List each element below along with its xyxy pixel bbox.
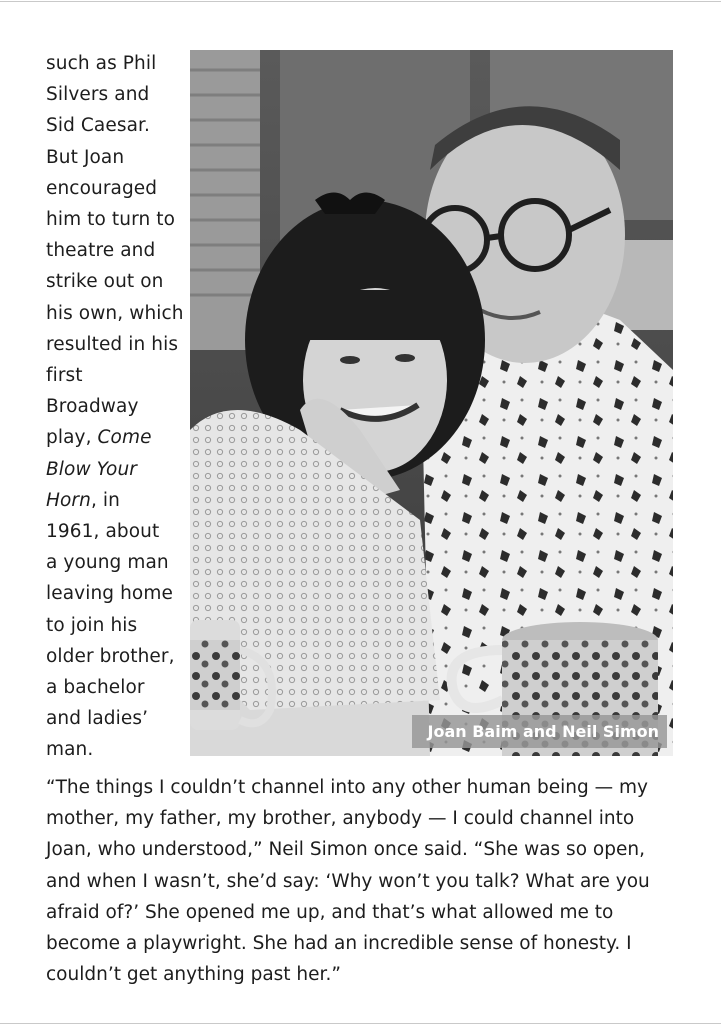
side-line: resulted in his (46, 333, 179, 355)
side-line: But Joan (46, 146, 125, 168)
photo-caption: Joan Baim and Neil Simon (412, 715, 667, 748)
quote-line: couldn’t get anything past her.” (46, 964, 341, 986)
quote-paragraph (46, 772, 686, 990)
side-line: theatre and (46, 240, 156, 262)
side-line: and ladies’ (46, 708, 149, 730)
side-line: 1961, about (46, 521, 160, 543)
play-title-italic: Blow Your (46, 458, 137, 480)
play-title-italic: Come (97, 427, 152, 449)
side-line: strike out on (46, 271, 164, 293)
play-title-italic: Horn (46, 489, 91, 511)
side-line: a bachelor (46, 677, 145, 699)
side-column-text (46, 48, 186, 766)
side-line (46, 454, 186, 485)
side-line: his own, which (46, 302, 184, 324)
quote-line: “The things I couldn’t channel into any other human being — my (46, 777, 648, 798)
side-line: man. (46, 739, 94, 761)
top-rule (0, 1, 721, 2)
side-line: Sid Caesar. (46, 115, 151, 137)
side-line: Broadway (46, 396, 139, 418)
side-line: a young man (46, 552, 169, 574)
side-line: first (46, 365, 83, 387)
side-line: older brother, (46, 645, 175, 667)
bottom-rule (0, 1023, 721, 1024)
portrait-photo (190, 50, 673, 756)
quote-line: Joan, who understood,” Neil Simon once said. “She was so open, (46, 839, 645, 861)
quote-line: become a playwright. She had an incredible sense of honesty. I (46, 933, 632, 955)
side-line: play, Come (46, 427, 152, 449)
side-line: encouraged (46, 177, 158, 199)
side-line: such as Phil (46, 53, 157, 74)
photo-illustration (190, 50, 673, 756)
side-line: him to turn to (46, 209, 176, 231)
quote-line: and when I wasn’t, she’d say: ‘Why won’t you talk? What are you (46, 870, 650, 892)
quote-line: mother, my father, my brother, anybody — I could channel into (46, 808, 635, 830)
side-line: Horn, in (46, 489, 120, 511)
side-line: to join his (46, 614, 138, 636)
side-line: leaving home (46, 583, 173, 605)
side-line: Silvers and (46, 84, 150, 106)
quote-line: afraid of?’ She opened me up, and that’s what allowed me to (46, 901, 614, 923)
